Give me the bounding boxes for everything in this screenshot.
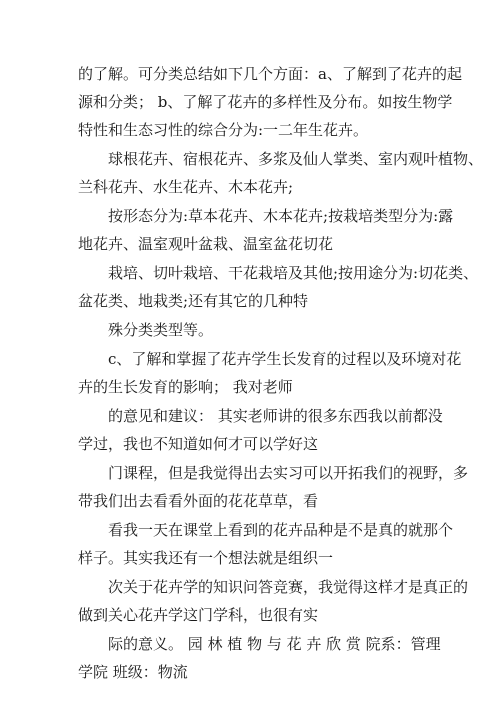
text-line: 的了解。可分类总结如下几个方面：a、了解到了花卉的起 xyxy=(78,65,462,83)
text-line: 做到关心花卉学这门学科，也很有实 xyxy=(78,606,319,624)
text-line: 卉的生长发育的影响； 我对老师 xyxy=(78,378,293,396)
text-line: 盆花类、地栽类;还有其它的几种特 xyxy=(78,292,309,310)
text-line: c、了解和掌握了花卉学生长发育的过程以及环境对花 xyxy=(108,350,462,368)
text-line: 特性和生态习性的综合分为:一二年生花卉。 xyxy=(78,121,369,139)
text-line: 殊分类类型等。 xyxy=(108,321,214,339)
text-line: 兰科花卉、水生花卉、木本花卉; xyxy=(78,178,294,196)
text-line: 学过，我也不知道如何才可以学好这 xyxy=(78,435,319,453)
text-line: 带我们出去看看外面的花花草草，看 xyxy=(78,492,319,510)
text-line: 栽培、切叶栽培、干花栽培及其他;按用途分为:切花类、 xyxy=(108,264,479,282)
text-line: 源和分类； b、了解了花卉的多样性及分布。如按生物学 xyxy=(78,93,453,111)
text-line: 按形态分为:草本花卉、木本花卉;按栽培类型分为:露 xyxy=(108,207,454,225)
text-line: 的意见和建议： 其实老师讲的很多东西我以前都没 xyxy=(108,407,443,425)
text-line: 看我一天在课堂上看到的花卉品种是不是真的就那个 xyxy=(108,521,454,539)
text-line: 学院 班级：物流 xyxy=(78,663,188,681)
text-line: 样子。其实我还有一个想法就是组织一 xyxy=(78,549,334,567)
text-line: 地花卉、温室观叶盆栽、温室盆花切花 xyxy=(78,235,334,253)
text-line: 次关于花卉学的知识问答竞赛，我觉得这样才是真正的 xyxy=(108,578,469,596)
text-line: 门课程，但是我觉得出去实习可以开拓我们的视野，多 xyxy=(108,464,469,482)
text-line: 际的意义。 园 林 植 物 与 花 卉 欣 赏 院系：管理 xyxy=(108,635,441,653)
text-line: 球根花卉、宿根花卉、多浆及仙人掌类、室内观叶植物、 xyxy=(108,150,484,168)
